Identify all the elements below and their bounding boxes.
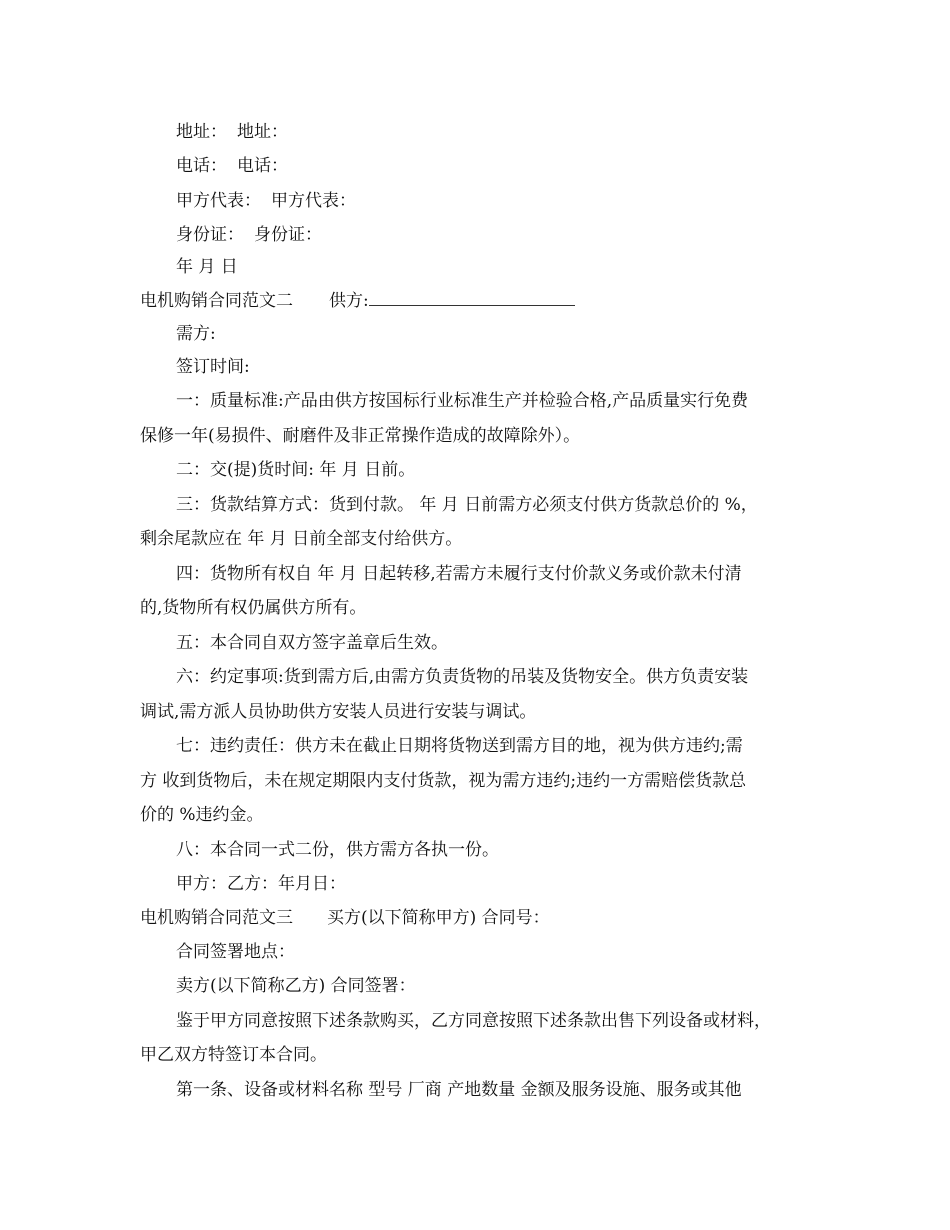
clause-6-line-a: 六：约定事项:货到需方后,由需方负责货物的吊装及货物安全。供方负责安装	[176, 667, 749, 687]
representative-line	[176, 190, 356, 212]
clause-3-line-a: 三：货款结算方式：货到付款。 年 月 日前需方必须支付供方货款总价的 %，	[176, 495, 758, 515]
date-line: 年 月 日	[176, 257, 238, 277]
clause-3-line-b: 剩余尾款应在 年 月 日前全部支付给供方。	[140, 529, 463, 549]
supplier-label: 供方:	[329, 291, 369, 311]
clause-1-line-b: 保修一年(易损件、耐磨件及非正常操作造成的故障除外）。	[140, 426, 581, 446]
section-3-title-line	[140, 907, 550, 929]
clause-8-line: 八：本合同一式二份，供方需方各执一份。	[176, 840, 499, 860]
clause-4-line-a: 四：货物所有权自 年 月 日起转移,若需方未履行支付价款义务或价款未付清	[176, 564, 742, 584]
contract-place-line: 合同签署地点：	[176, 942, 295, 962]
signature-line: 甲方：乙方：年月日：	[176, 874, 346, 894]
clause-1-line-a: 一：质量标准:产品由供方按国标行业标准生产并检验合格,产品质量实行免费	[176, 391, 749, 411]
clause-2-line: 二：交(提)货时间: 年 月 日前。	[176, 460, 416, 480]
id-label-b: 身份证：	[254, 225, 322, 245]
clause-7-line-a: 七：违约责任：供方未在截止日期将货物送到需方目的地，视为供方违约;需	[176, 736, 743, 756]
intro-line-b: 甲乙双方特签订本合同。	[140, 1045, 327, 1065]
clause-5-line: 五：本合同自双方签字盖章后生效。	[176, 633, 448, 653]
phone-line	[176, 155, 288, 177]
article-1-line: 第一条、设备或材料名称 型号 厂商 产地数量 金额及服务设施、服务或其他	[176, 1080, 742, 1100]
intro-line-a: 鉴于甲方同意按照下述条款购买，乙方同意按照下述条款出售下列设备或材料，	[176, 1011, 771, 1031]
supplier-blank	[369, 289, 575, 306]
buyer-line: 需方:	[176, 324, 216, 344]
clause-7-line-b: 方 收到货物后，未在规定期限内支付货款，视为需方违约;违约一方需赔偿货款总	[140, 771, 747, 791]
section-3-buyer: 买方(以下简称甲方) 合同号：	[327, 908, 550, 928]
rep-label-b: 甲方代表：	[271, 191, 356, 211]
clause-6-line-b: 调试,需方派人员协助供方安装人员进行安装与调试。	[140, 702, 537, 722]
phone-label-a: 电话：	[176, 156, 227, 176]
rep-label-a: 甲方代表：	[176, 191, 261, 211]
phone-label-b: 电话：	[237, 156, 288, 176]
clause-4-line-b: 的,货物所有权仍属供方所有。	[140, 598, 367, 618]
section-3-title: 电机购销合同范文三	[140, 908, 293, 928]
id-label-a: 身份证：	[176, 225, 244, 245]
section-2-title-line	[140, 289, 575, 312]
id-card-line	[176, 224, 322, 246]
address-label-b: 地址：	[237, 122, 288, 142]
address-label-a: 地址：	[176, 122, 227, 142]
clause-7-line-c: 价的 %违约金。	[140, 805, 264, 825]
sign-time-line: 签订时间:	[176, 357, 250, 377]
address-line	[176, 121, 288, 143]
section-2-title: 电机购销合同范文二	[140, 291, 293, 311]
seller-line: 卖方(以下简称乙方) 合同签署：	[176, 976, 416, 996]
